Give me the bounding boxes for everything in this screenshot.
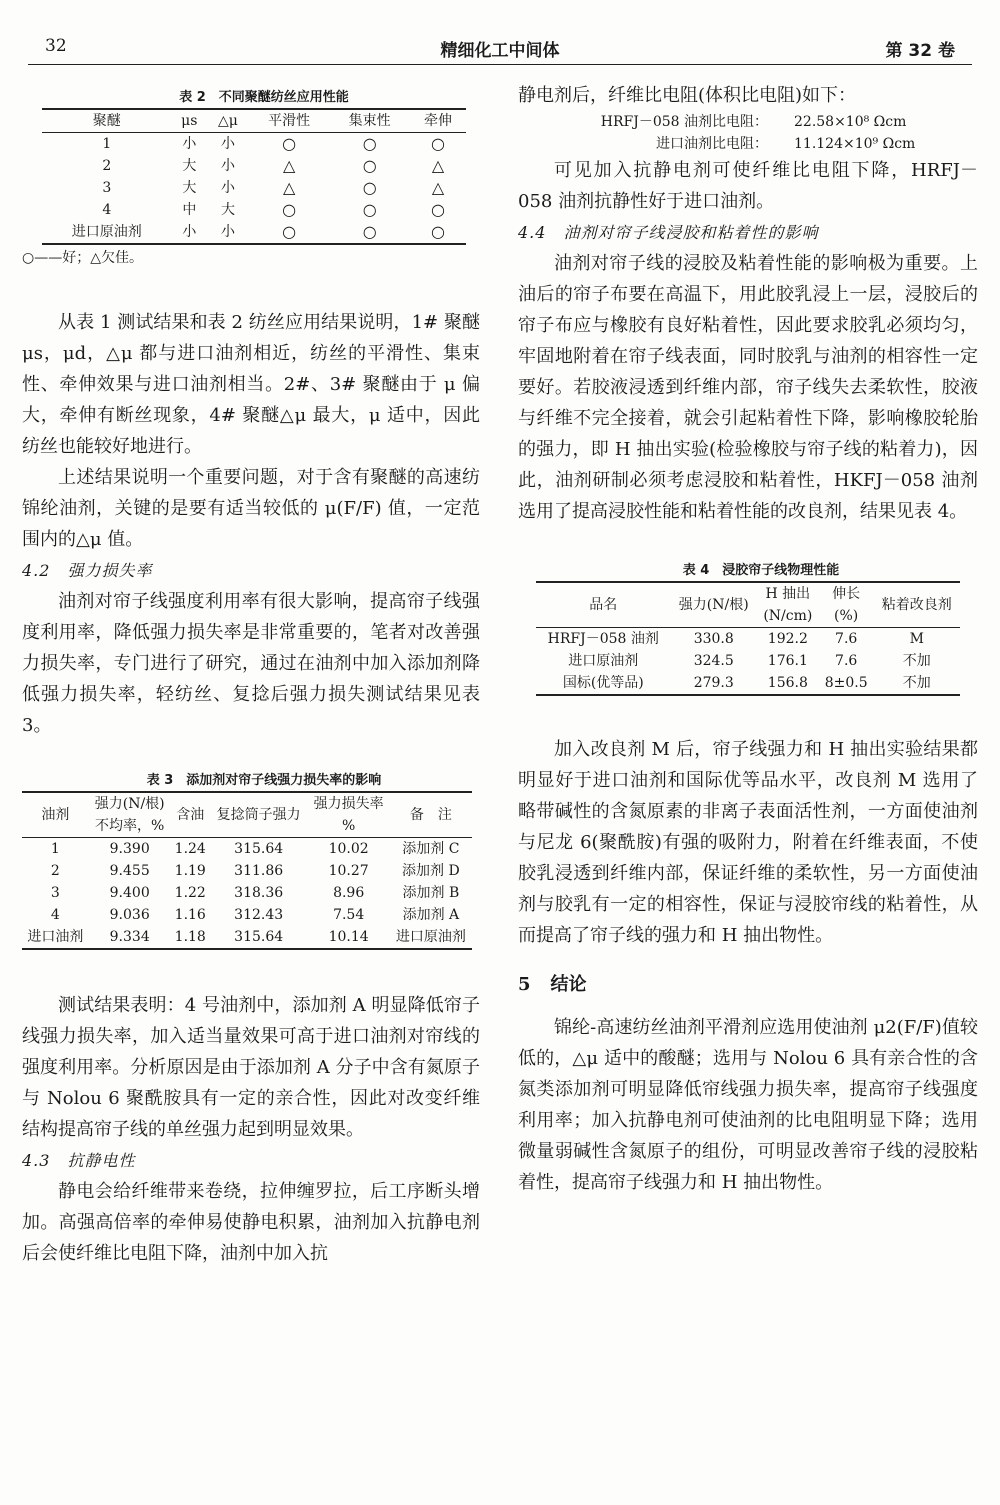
table-cell: 小 (220, 180, 235, 196)
table-cell: 小 (182, 224, 197, 240)
table-header: μs (181, 113, 198, 129)
header-rule (28, 64, 972, 65)
table-cell: 小 (220, 224, 235, 240)
paragraph: 油剂对帘子线强度利用率有很大影响，提高帘子线强度利用率，降低强力损失率是非常重要的，笔者对改善强力损失率，专门进行了研究，通过在油剂中加入添加剂降低强力损失率，轻纺丝、复捻后强力损失测试结果见表 3。 (22, 591, 480, 736)
table-cell: 1.24 (174, 841, 206, 857)
table-cell: 添加剂 A (402, 907, 460, 923)
table-header: 粘着改良剂 (881, 597, 952, 613)
table-cell: 3 (50, 885, 60, 901)
table3 (22, 791, 472, 950)
table-cell: 312.43 (234, 907, 284, 923)
table-cell: 156.8 (767, 675, 808, 691)
table-cell: 进口原油剂 (568, 653, 639, 669)
table2 (42, 108, 466, 245)
table-cell: 7.6 (835, 631, 858, 647)
journal-title: 精细化工中间体 (440, 41, 560, 61)
table-row (536, 672, 960, 695)
table-header: 含油 (176, 807, 205, 823)
table-cell: 4 (50, 907, 60, 923)
table-cell: 2 (102, 158, 112, 174)
table-cell: 9.455 (109, 863, 150, 879)
section-heading-4-4: 4.4 油剂对帘子线浸胶和粘着性的影响 (518, 223, 819, 242)
table-cell: 8±0.5 (824, 675, 868, 691)
table-cell: ○ (430, 200, 445, 219)
table-cell: △ (282, 156, 296, 175)
table-header: 集束性 (348, 113, 391, 129)
table-cell: 1.19 (174, 863, 206, 879)
table-row (42, 177, 466, 199)
table-header: 不均率，% (95, 818, 165, 834)
table-cell: 10.14 (328, 929, 369, 945)
table-cell: 1.16 (174, 907, 206, 923)
table-cell: ○ (362, 222, 377, 241)
table-cell: M (909, 631, 924, 647)
table-cell: 311.86 (234, 863, 284, 879)
table-row (22, 926, 472, 949)
table-cell: 1 (50, 841, 60, 857)
section-heading-5 (518, 969, 978, 1000)
table-row (536, 650, 960, 672)
table-cell: 7.54 (333, 907, 365, 923)
table-cell: 小 (182, 136, 197, 152)
table-cell: 315.64 (234, 929, 284, 945)
table-header: (%) (834, 608, 859, 624)
left-column (22, 80, 480, 1269)
table-header: 聚醚 (92, 113, 121, 129)
table2-note: ○——好；△欠佳。 (22, 250, 143, 266)
paragraph: 可见加入抗静电剂可使纤维比电阻下降，HRFJ－058 油剂抗静性好于进口油剂。 (518, 160, 978, 212)
table-cell: 小 (220, 136, 235, 152)
paragraph: 测试结果表明：4 号油剂中，添加剂 A 明显降低帘子线强力损失率，加入适当量效果可高于进口油剂对帘线的强度利用率。分析原因是由于添加剂 A 分子中含有氮原子与 Nolou 6 聚酰胺具有一定的亲合性，因此对改变纤维结构提高帘子线的单丝强力起到明显效果。 (22, 995, 480, 1140)
table-cell: 9.400 (109, 885, 150, 901)
table-cell: 进口原油剂 (71, 224, 142, 240)
table4 (536, 581, 960, 696)
table-cell: 315.64 (234, 841, 284, 857)
table-cell: △ (431, 178, 445, 197)
table-cell: 9.390 (109, 841, 150, 857)
table-cell: 176.1 (767, 653, 808, 669)
table-cell: 进口原油剂 (395, 929, 466, 945)
table-cell: 添加剂 C (402, 841, 460, 857)
table-header: H 抽出 (765, 586, 811, 602)
table-header: 伸长 (832, 586, 861, 602)
section-number: 5 (518, 974, 531, 995)
table-cell: ○ (362, 200, 377, 219)
table-cell: 10.27 (328, 863, 369, 879)
table-cell: 进口油剂 (27, 929, 84, 945)
resistivity-label: HRFJ－058 油剂比电阻： (600, 114, 768, 130)
table-header: 强力(N/根) (678, 597, 749, 613)
table-cell: 大 (182, 158, 197, 174)
paragraph: 静电剂后，纤维比电阻(体积比电阻)如下： (518, 85, 857, 106)
table-cell: ○ (362, 178, 377, 197)
paragraph: 锦纶-高速纺丝油剂平滑剂应选用使油剂 μ2(F/F)值较低的，△μ 适中的酸醚；选用与 Nolou 6 具有亲合性的含氮类添加剂可明显降低帘线强力损失率，提高帘子线强度利用率；加入抗静电剂可使油剂的比电阻明显下降；选用微量弱碱性含氮原子的组份，可明显改善帘子线的浸胶粘着性，提高帘子线强力和 H 抽出物性。 (518, 1017, 978, 1193)
table-cell: △ (431, 156, 445, 175)
paragraph: 静电会给纤维带来卷绕，拉伸缠罗拉，后工序断头增加。高强高倍率的牵伸易使静电积累，油剂加入抗静电剂后会使纤维比电阻下降，油剂中加入抗 (22, 1181, 480, 1264)
table-cell: 330.8 (693, 631, 734, 647)
table-cell: 318.36 (234, 885, 284, 901)
table-header: 复捻筒子强力 (216, 807, 301, 823)
paragraph: 加入改良剂 M 后，帘子线强力和 H 抽出实验结果都明显好于进口油剂和国际优等品水平，改良剂 M 选用了略带碱性的含氮原素的非离子表面活性剂，一方面使油剂与尼龙 6(聚酰胺)有强的吸附力，附着在纤维表面，不使胶乳浸透到纤维内部，保证纤维的柔软性，另一方面使油剂与胶乳有一定的相容性，保证与浸胶帘线的粘着性，从而提高了帘子线的强力和 H 抽出物性。 (518, 739, 978, 946)
paragraph: 上述结果说明一个重要问题，对于含有聚醚的高速纺锦纶油剂，关键的是要有适当较低的 μ(F/F) 值，一定范围内的△μ 值。 (22, 467, 480, 550)
table-row (42, 133, 466, 156)
section-heading-4-2: 4.2 强力损失率 (22, 561, 153, 580)
table-cell: 4 (102, 202, 112, 218)
table-cell: 279.3 (693, 675, 734, 691)
paragraph: 从表 1 测试结果和表 2 纺丝应用结果说明，1# 聚醚 μs，μd，△μ 都与进口油剂相近，纺丝的平滑性、集束性、牵伸效果与进口油剂相当。2#、3# 聚醚由于 μ 偏大，牵伸有断丝现象，4# 聚醚△μ 最大，μ 适中，因此纺丝也能较好地进行。 (22, 312, 480, 457)
right-column (518, 80, 978, 1198)
resistivity-value: 22.58×10⁸ Ωcm (794, 114, 907, 130)
table-cell: ○ (430, 134, 445, 153)
table-cell: 10.02 (328, 841, 369, 857)
table-cell: 不加 (902, 675, 931, 691)
table-cell: HRFJ－058 油剂 (547, 631, 659, 647)
resistivity-list (518, 111, 978, 155)
table-cell: 3 (102, 180, 112, 196)
table-cell: △ (282, 178, 296, 197)
table-header: (N/cm) (763, 608, 813, 624)
table-row (22, 904, 472, 926)
table-cell: 8.96 (333, 885, 365, 901)
table-cell: 大 (220, 202, 235, 218)
table-header: 备 注 (409, 807, 452, 823)
table-cell: 小 (220, 158, 235, 174)
paragraph: 油剂对帘子线的浸胶及粘着性能的影响极为重要。上油后的帘子布要在高温下，用此胶乳浸上一层，浸胶后的帘子布应与橡胶有良好粘着性，因此要求胶乳必须均匀，牢固地附着在帘子线表面，同时胶乳与油剂的相容性一定要好。若胶液浸透到纤维内部，帘子线失去柔软性，胶液与纤维不完全接着，就会引起粘着性下降，影响橡胶轮胎的强力，即 H 抽出实验(检验橡胶与帘子线的粘着力)，因此，油剂研制必须考虑浸胶和粘着性，HKFJ－058 油剂选用了提高浸胶性能和粘着性能的改良剂，结果见表 4。 (518, 253, 978, 522)
table-header: 平滑性 (268, 113, 311, 129)
table-header: △μ (218, 113, 238, 129)
section-title: 结论 (550, 974, 587, 995)
page-number: 32 (45, 36, 67, 56)
table-cell: 9.036 (109, 907, 150, 923)
table-cell: 7.6 (835, 653, 858, 669)
table-row (42, 221, 466, 244)
table-cell: 1.18 (174, 929, 206, 945)
table-cell: 国标(优等品) (562, 675, 644, 691)
table-cell: 大 (182, 180, 197, 196)
table-cell: ○ (282, 200, 297, 219)
table-header: 强力(N/根) (94, 796, 165, 812)
table-row (536, 628, 960, 651)
table-cell: 324.5 (693, 653, 734, 669)
table-header: 油剂 (41, 807, 70, 823)
table-row (42, 199, 466, 221)
section-heading-4-3: 4.3 抗静电性 (22, 1151, 136, 1170)
table-cell: 192.2 (767, 631, 808, 647)
table2-caption: 表 2 不同聚醚纺丝应用性能 (179, 90, 349, 105)
resistivity-value: 11.124×10⁹ Ωcm (794, 136, 916, 152)
resistivity-label: 进口油剂比电阻： (656, 136, 768, 152)
table-row (42, 155, 466, 177)
table-cell: 9.334 (109, 929, 150, 945)
table-cell: 1 (102, 136, 112, 152)
table-header: 品名 (589, 597, 618, 613)
table-cell: ○ (362, 134, 377, 153)
table-row (22, 882, 472, 904)
table-row (22, 838, 472, 861)
page-header (45, 36, 955, 62)
table4-caption: 表 4 浸胶帘子线物理性能 (682, 563, 840, 578)
table-row (22, 860, 472, 882)
table-cell: 添加剂 B (402, 885, 460, 901)
table-cell: ○ (282, 222, 297, 241)
table-cell: 1.22 (174, 885, 206, 901)
table-header: 牵伸 (423, 113, 452, 129)
table3-caption: 表 3 添加剂对帘子线强力损失率的影响 (146, 773, 382, 788)
table-header: 强力损失率 (313, 796, 384, 812)
table-cell: 不加 (902, 653, 931, 669)
table-cell: 2 (50, 863, 60, 879)
table-cell: ○ (282, 134, 297, 153)
table-header: % (341, 818, 356, 834)
table-cell: 添加剂 D (402, 863, 460, 879)
table-cell: 中 (182, 202, 197, 218)
volume-label: 第 32 卷 (885, 41, 955, 61)
table-cell: ○ (430, 222, 445, 241)
table-cell: ○ (362, 156, 377, 175)
